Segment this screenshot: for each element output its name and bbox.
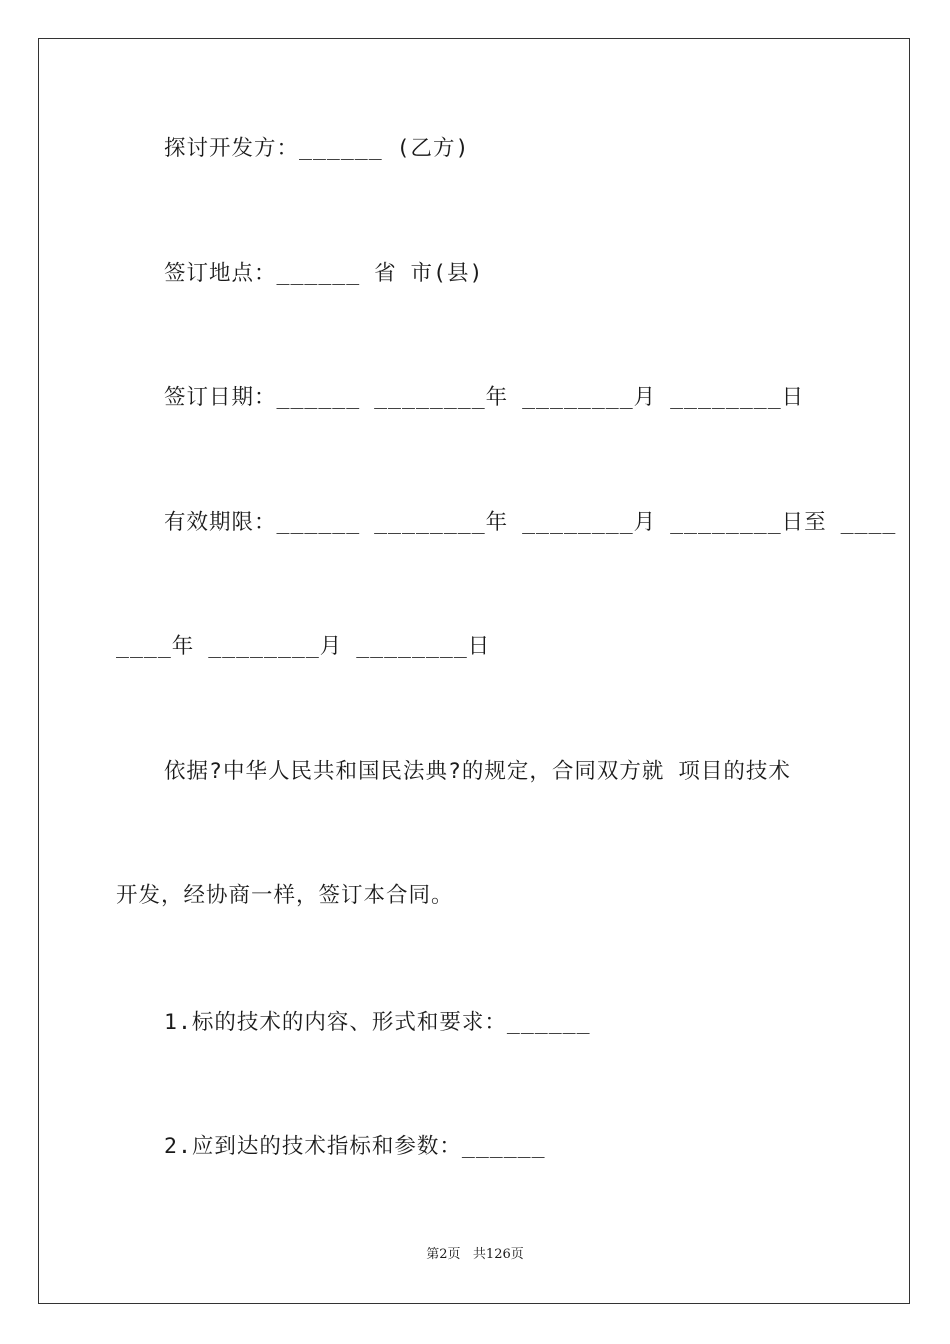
clause-1-line: 1.标的技术的内容、形式和要求：______ xyxy=(164,1010,591,1035)
basis-paragraph-line-2: 开发，经协商一样，签订本合同。 xyxy=(116,883,454,908)
basis-paragraph-line-1: 依据?中华人民共和国民法典?的规定，合同双方就 项目的技术 xyxy=(164,759,791,784)
party-b-line: 探讨开发方：______ (乙方) xyxy=(164,136,470,161)
signing-date-line: 签订日期：______ ________年 ________月 ________日 xyxy=(164,385,805,410)
clause-2-line: 2.应到达的技术指标和参数：______ xyxy=(164,1134,546,1159)
page-number-footer: 第2页 共126页 xyxy=(426,1247,524,1262)
validity-period-line: 有效期限：______ ________年 ________月 ________日至 ____ xyxy=(164,510,897,535)
page-frame xyxy=(38,38,910,1304)
signing-location-line: 签订地点：______ 省 市(县) xyxy=(164,261,484,286)
validity-period-continued-line: ____年 ________月 ________日 xyxy=(116,634,491,659)
